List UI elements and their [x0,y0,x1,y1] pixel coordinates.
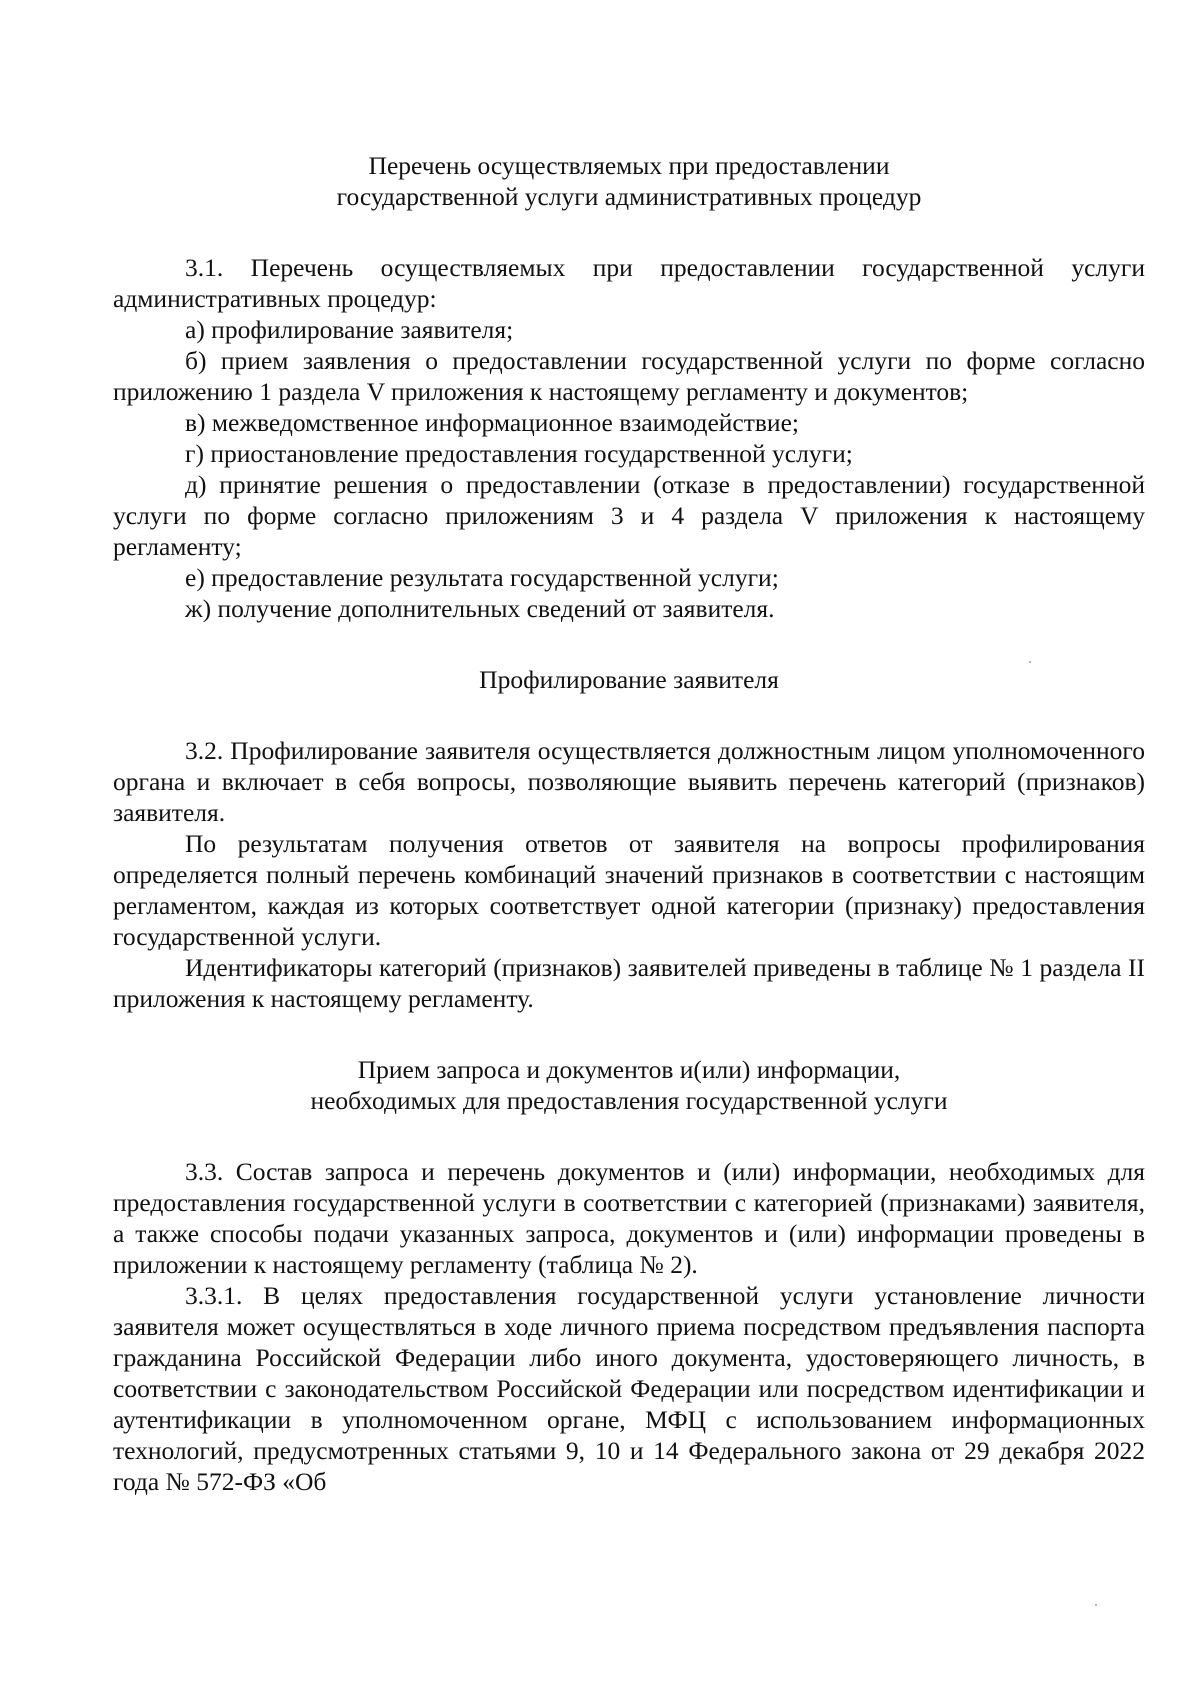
section-request-reception [113,1054,1145,1497]
section-heading-line: Прием запроса и документов и(или) информации, [357,1055,901,1084]
document-body [113,150,1145,1497]
section-heading: Профилирование заявителя [479,665,779,694]
list-item-e: е) предоставление результата государственной услуги; [185,563,779,592]
section-heading-line: государственной услуги административных процедур [336,182,922,211]
section-heading-line: необходимых для предоставления государственной услуги [310,1086,948,1115]
section-administrative-procedures [113,150,1145,624]
scan-speck [1095,1604,1097,1606]
section-heading-line: Перечень осуществляемых при предоставлении [368,151,890,180]
paragraph: По результатам получения ответов от заявителя на вопросы профилирования определяется полный перечень комбинаций значений признаков в соответствии с настоящим регламентом, каждая из которых соответствует одной категории (признаку) предоставления государственной услуги. [113,829,1145,951]
list-item-g: г) приостановление предоставления государственной услуги; [185,439,853,468]
list-item-d: д) принятие решения о предоставлении (отказе в предоставлении) государственной услуги по форме согласно приложениям 3 и 4 раздела V приложения к настоящему регламенту; [113,470,1145,561]
paragraph-3-2: 3.2. Профилирование заявителя осуществляется должностным лицом уполномоченного органа и включает в себя вопросы, позволяющие выявить перечень категорий (признаков) заявителя. [113,736,1145,827]
list-item-v: в) межведомственное информационное взаимодействие; [185,408,799,437]
paragraph-3-3: 3.3. Состав запроса и перечень документов и (или) информации, необходимых для предоставления государственной услуги в соответствии с категорией (признаками) заявителя, а также способы подачи указанных запроса, документов и (или) информации проведены в приложении к настоящему регламенту (таблица № 2). [113,1157,1145,1279]
list-item-zh: ж) получение дополнительных сведений от заявителя. [185,594,775,623]
paragraph-3-3-1: 3.3.1. В целях предоставления государственной услуги установление личности заявителя может осуществляться в ходе личного приема посредством предъявления паспорта гражданина Российской Федерации либо иного документа, удостоверяющего личность, в соответствии с законодательством Российской Федерации или посредством идентификации и аутентификации в уполномоченном органе, МФЦ с использованием информационных технологий, предусмотренных статьями 9, 10 и 14 Федерального закона от 29 декабря 2022 года № 572-ФЗ «Об [113,1281,1145,1496]
section-applicant-profiling [113,664,1145,1014]
list-item-b: б) прием заявления о предоставлении государственной услуги по форме согласно приложению 1 раздела V приложения к настоящему регламенту и документов; [113,346,1145,406]
list-item-a: а) профилирование заявителя; [185,315,514,344]
paragraph-3-1: 3.1. Перечень осуществляемых при предоставлении государственной услуги административных процедур: [113,253,1145,313]
paragraph: Идентификаторы категорий (признаков) заявителей приведены в таблице № 1 раздела II приложения к настоящему регламенту. [113,953,1145,1013]
